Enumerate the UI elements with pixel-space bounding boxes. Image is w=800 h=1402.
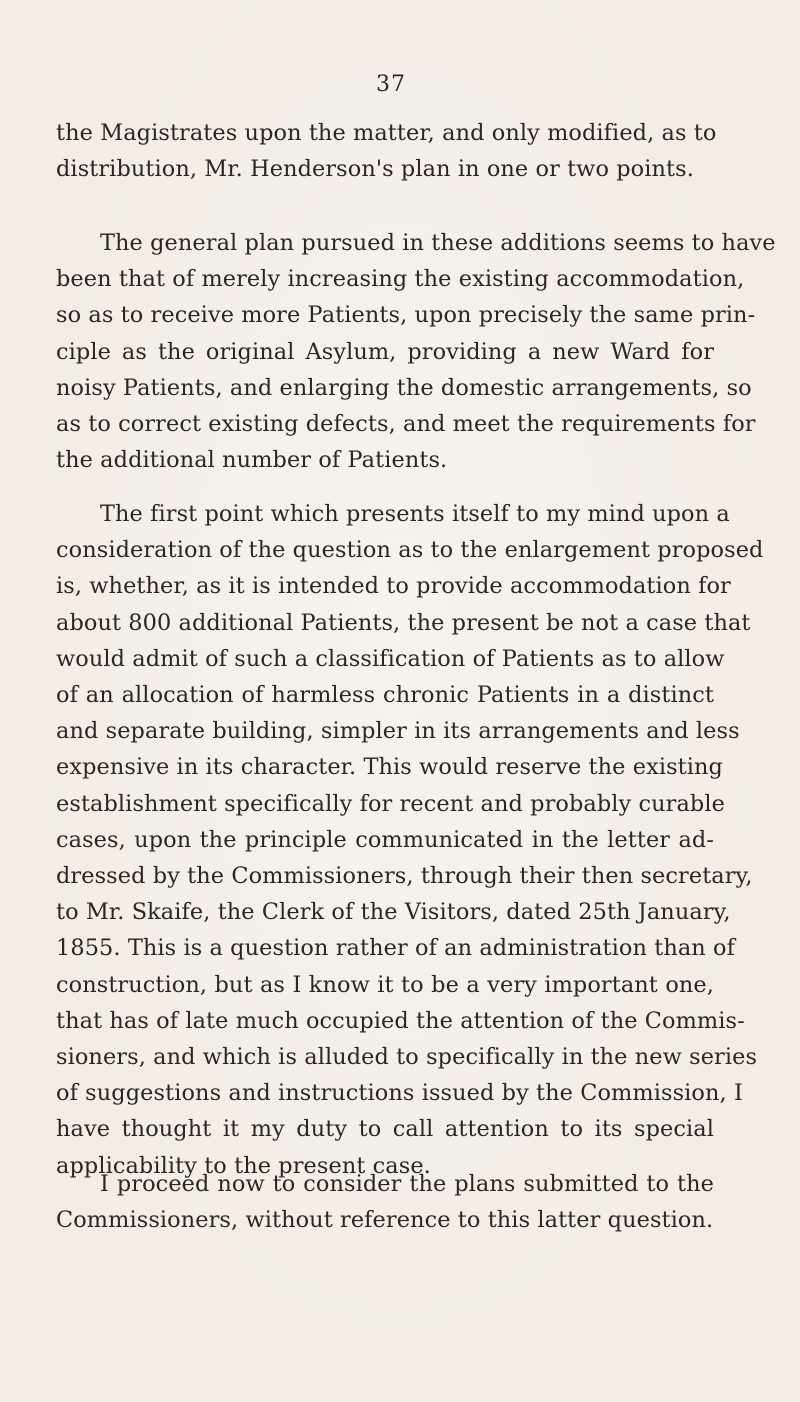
text-line: so as to receive more Patients, upon precisely the same prin- — [56, 302, 756, 329]
paragraph-4 — [56, 1166, 714, 1238]
text-line: ciple as the original Asylum, providing a new Ward for — [56, 338, 714, 365]
text-line: cases, upon the principle communicated in the letter ad- — [56, 826, 714, 853]
text-line: dressed by the Commissioners, through their then secretary, — [56, 863, 753, 890]
text-line: been that of merely increasing the existing accommodation, — [56, 266, 745, 293]
text-line: Commissioners, without reference to this latter question. — [56, 1207, 714, 1234]
text-line: sioners, and which is alluded to specifically in the new series — [56, 1044, 758, 1071]
text-line: as to correct existing defects, and meet the requirements for — [56, 411, 756, 438]
text-line: to Mr. Skaife, the Clerk of the Visitors, dated 25th January, — [56, 899, 731, 926]
text-line: the Magistrates upon the matter, and only modified, as to — [56, 120, 717, 146]
text-line: noisy Patients, and enlarging the domestic arrangements, so — [56, 374, 752, 401]
text-line: that has of late much occupied the attention of the Commis- — [56, 1007, 745, 1034]
page-number: 37 — [376, 72, 406, 97]
text-line: is, whether, as it is intended to provide accommodation for — [56, 573, 731, 600]
text-line: applicability to the present case. — [56, 1152, 431, 1179]
text-line: of suggestions and instructions issued by the Commission, I — [56, 1080, 743, 1107]
text-line: and separate building, simpler in its arrangements and less — [56, 718, 740, 745]
paragraph-3 — [56, 496, 764, 1184]
text-line: about 800 additional Patients, the present be not a case that — [56, 609, 751, 636]
text-line: construction, but as I know it to be a very important one, — [56, 971, 714, 998]
text-line: would admit of such a classification of Patients as to allow — [56, 645, 725, 672]
text-line: have thought it my duty to call attention to its special — [56, 1116, 714, 1143]
text-line: distribution, Mr. Henderson's plan in one or two points. — [56, 156, 694, 183]
paragraph-1 — [56, 115, 717, 187]
text-line: establishment specifically for recent and probably curable — [56, 790, 725, 817]
text-line: expensive in its character. This would reserve the existing — [56, 754, 723, 781]
text-line: of an allocation of harmless chronic Patients in a distinct — [56, 682, 714, 709]
text-line: The first point which presents itself to my mind upon a — [100, 501, 730, 527]
text-line: The general plan pursued in these additions seems to have — [100, 230, 776, 256]
text-line: the additional number of Patients. — [56, 447, 448, 474]
text-line: consideration of the question as to the enlargement proposed — [56, 537, 764, 564]
text-line: I proceed now to consider the plans submitted to the — [100, 1171, 714, 1197]
paragraph-2 — [56, 225, 776, 478]
text-line: 1855. This is a question rather of an administration than of — [56, 935, 736, 962]
